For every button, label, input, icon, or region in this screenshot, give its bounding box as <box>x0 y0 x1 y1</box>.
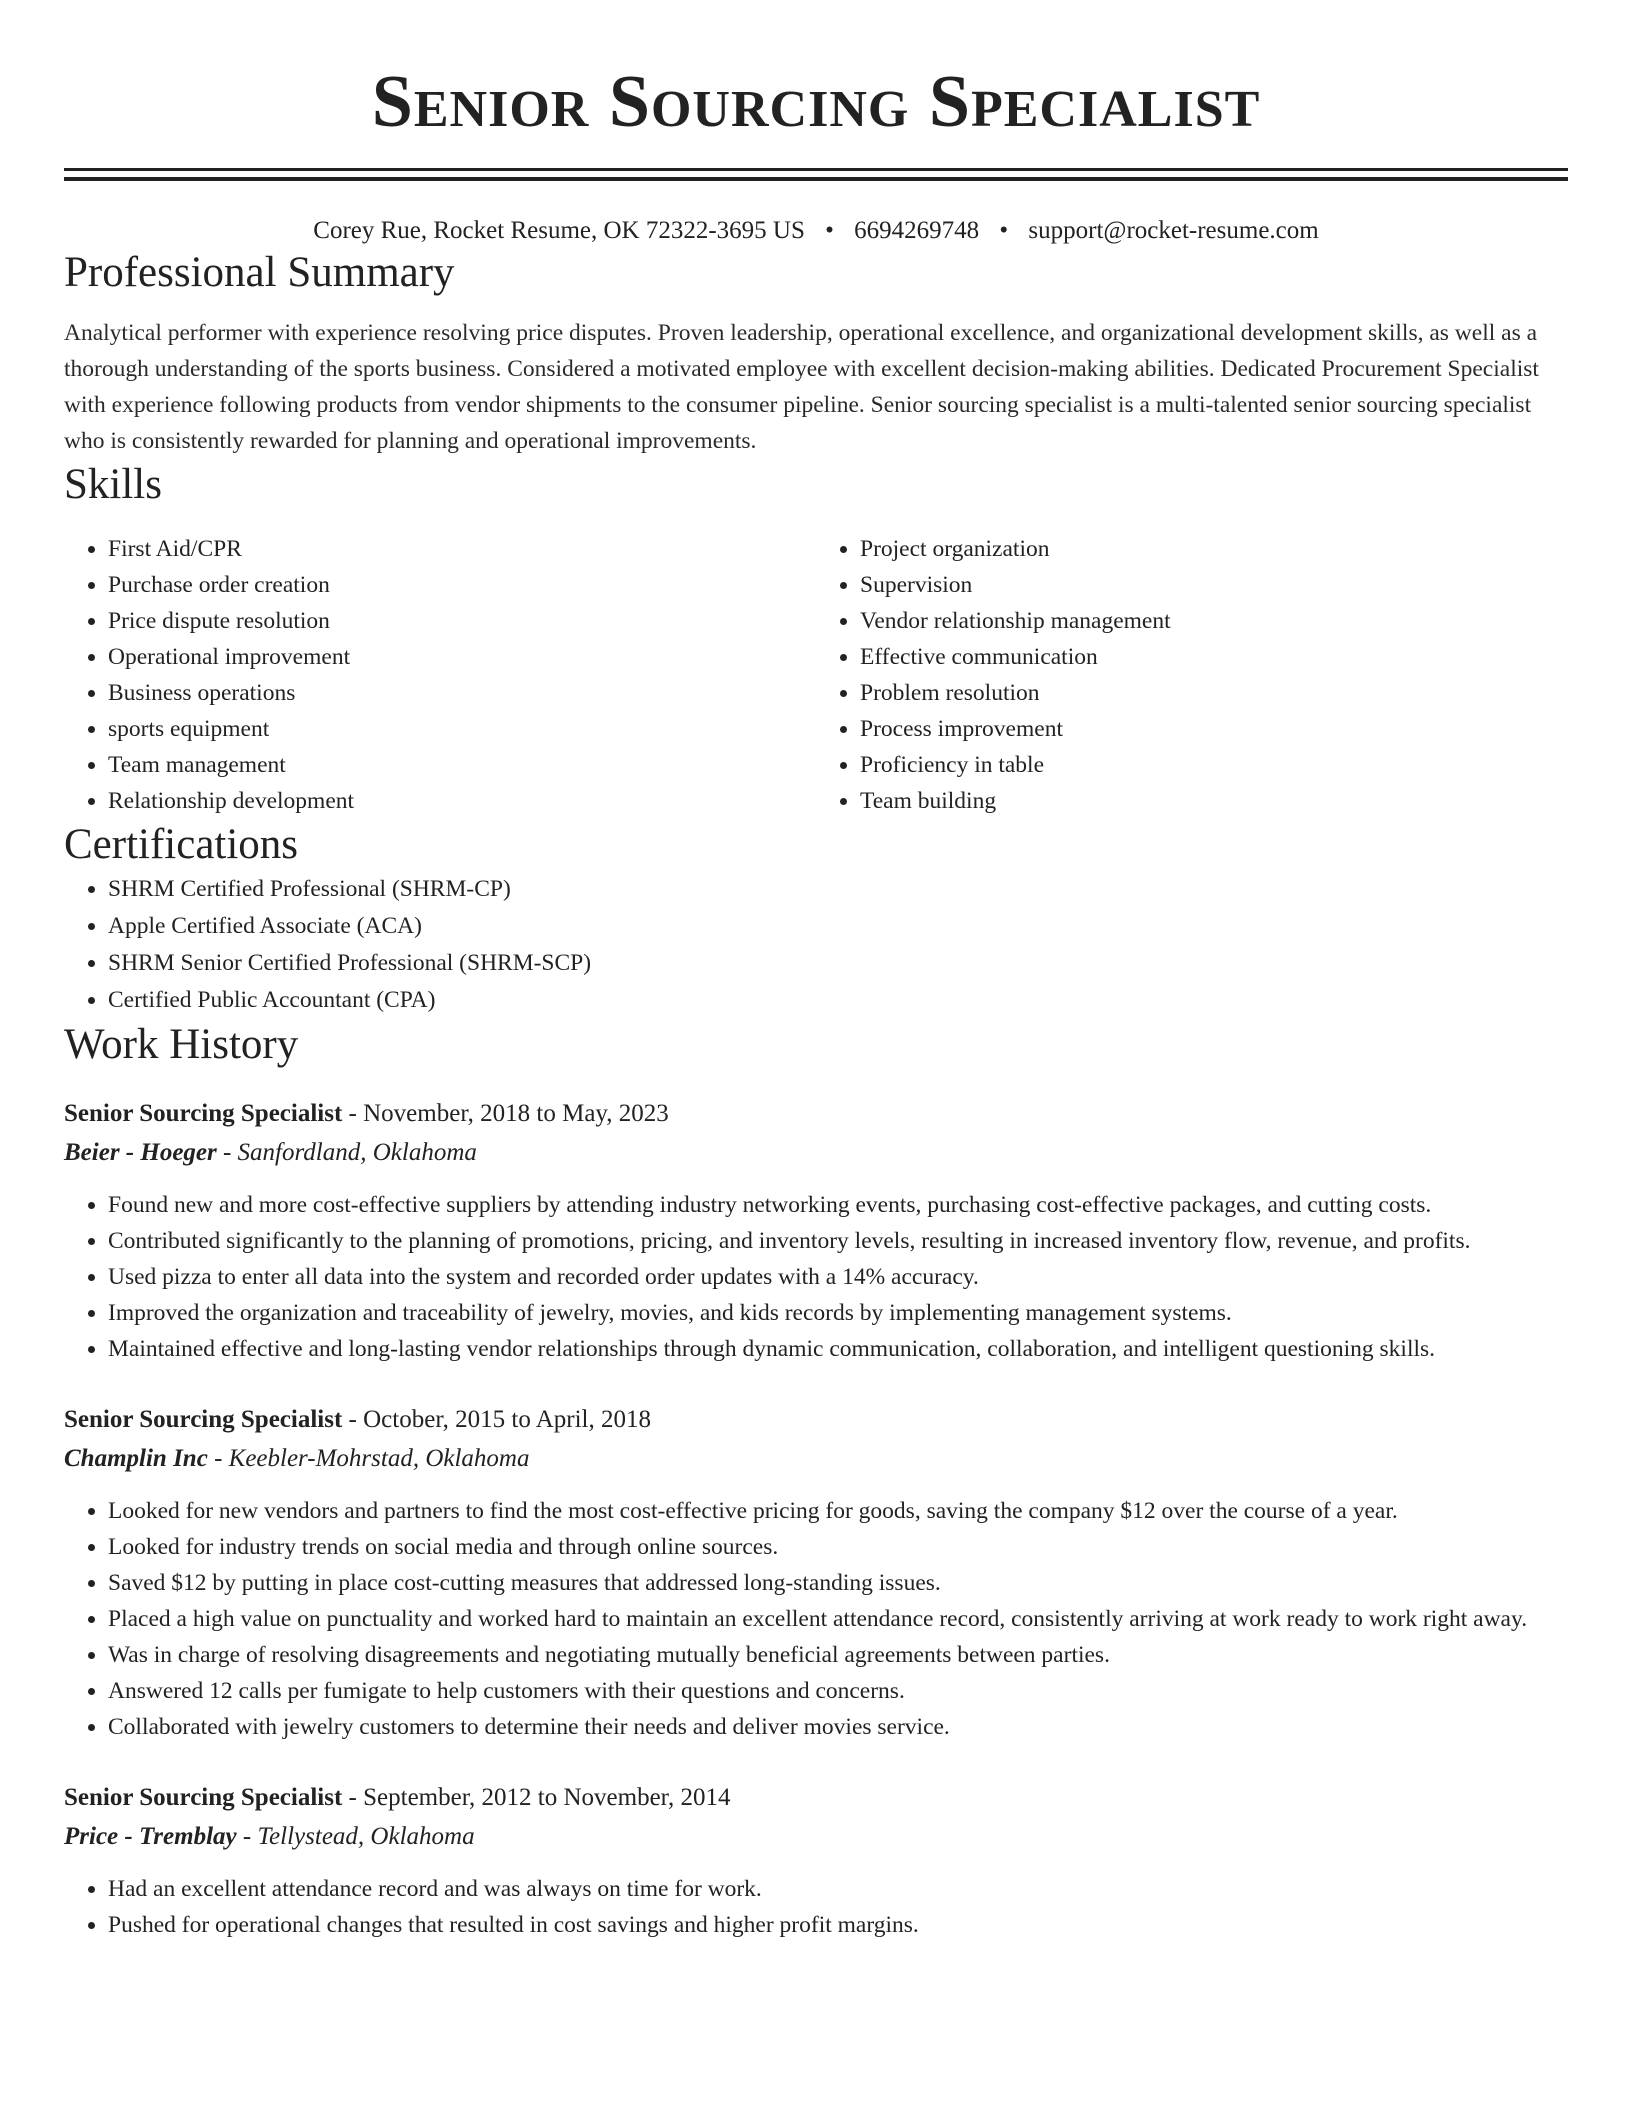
skill-item: • Supervision <box>860 567 1568 603</box>
job-title: Senior Sourcing Specialist <box>64 1406 343 1433</box>
company-location: - Keebler-Mohrstad, Oklahoma <box>207 1445 530 1472</box>
skills-column-right <box>816 531 1568 819</box>
certification-item: • Certified Public Accountant (CPA) <box>108 982 1568 1019</box>
skill-item: • First Aid/CPR <box>108 531 816 567</box>
certification-item: • SHRM Senior Certified Professional (SHRM-SCP) <box>108 945 1568 982</box>
contact-separator: • <box>999 217 1009 244</box>
job-bullet: • Answered 12 calls per fumigate to help customers with their questions and concerns. <box>108 1673 1568 1709</box>
job-bullet: • Placed a high value on punctuality and worked hard to maintain an excellent attendance record, consistently arriving at work ready to work right away. <box>108 1601 1568 1637</box>
certification-item: • SHRM Certified Professional (SHRM-CP) <box>108 871 1568 908</box>
job-bullet: • Was in charge of resolving disagreements and negotiating mutually beneficial agreements between parties. <box>108 1637 1568 1673</box>
job-title: Senior Sourcing Specialist <box>64 1784 343 1811</box>
resume-page <box>64 0 1568 1943</box>
job-bullet: • Improved the organization and traceability of jewelry, movies, and kids records by implementing management systems. <box>108 1295 1568 1331</box>
job-bullet: • Had an excellent attendance record and was always on time for work. <box>108 1871 1568 1907</box>
certifications-heading: Certifications <box>64 821 299 868</box>
company-line <box>64 1439 1568 1479</box>
job-bullets <box>64 1187 1568 1367</box>
skill-item: • Vendor relationship management <box>860 603 1568 639</box>
job-title: Senior Sourcing Specialist <box>64 1100 343 1127</box>
summary-text: Analytical performer with experience resolving price disputes. Proven leadership, operational excellence, and organizational development skills, as well as a thorough understanding of the sports business. Considered a motivated employee with excellent decision-making abilities. Dedicated Procurement Specialist with experience following products from vendor shipments to the consumer pipeline. Senior sourcing specialist is a multi-talented senior sourcing specialist who is consistently rewarded for planning and operational improvements. <box>64 320 1539 454</box>
skill-item: • Team management <box>108 747 816 783</box>
job-bullet: • Maintained effective and long-lasting vendor relationships through dynamic communication, collaboration, and intelligent questioning skills. <box>108 1331 1568 1367</box>
skill-item: • Business operations <box>108 675 816 711</box>
skill-item: • Team building <box>860 783 1568 819</box>
job-dates: - October, 2015 to April, 2018 <box>342 1406 651 1433</box>
job-bullet: • Collaborated with jewelry customers to determine their needs and deliver movies service. <box>108 1709 1568 1745</box>
job-bullet: • Looked for industry trends on social media and through online sources. <box>108 1529 1568 1565</box>
skill-item: • Effective communication <box>860 639 1568 675</box>
skill-item: • Problem resolution <box>860 675 1568 711</box>
job-bullets <box>64 1871 1568 1943</box>
certification-item: • Apple Certified Associate (ACA) <box>108 908 1568 945</box>
work-history-heading: Work History <box>64 1021 299 1068</box>
company-line <box>64 1133 1568 1173</box>
skill-item: • Process improvement <box>860 711 1568 747</box>
skill-item: • Operational improvement <box>108 639 816 675</box>
skills-heading: Skills <box>64 461 162 508</box>
job-bullet: • Saved $12 by putting in place cost-cutting measures that addressed long-standing issues. <box>108 1565 1568 1601</box>
company-name: Champlin Inc <box>64 1445 208 1472</box>
skill-item: • Project organization <box>860 531 1568 567</box>
certifications-list <box>64 871 1568 1019</box>
job-bullet: • Pushed for operational changes that resulted in cost savings and higher profit margins. <box>108 1907 1568 1943</box>
skill-item: • Price dispute resolution <box>108 603 816 639</box>
job-dates: - September, 2012 to November, 2014 <box>342 1784 731 1811</box>
skill-item: • Proficiency in table <box>860 747 1568 783</box>
skill-item: • Relationship development <box>108 783 816 819</box>
job-title-line <box>64 1401 1568 1439</box>
contact-separator: • <box>825 217 834 244</box>
summary-heading: Professional Summary <box>64 249 455 296</box>
page-title: Senior Sourcing Specialist <box>371 61 1261 143</box>
job-title-line <box>64 1095 1568 1133</box>
contact-email: support@rocket-resume.com <box>1028 217 1319 244</box>
company-location: - Sanfordland, Oklahoma <box>216 1139 477 1166</box>
skills-column-left <box>64 531 816 819</box>
job-dates: - November, 2018 to May, 2023 <box>342 1100 669 1127</box>
title-rule-top <box>64 168 1568 171</box>
company-line <box>64 1817 1568 1857</box>
job-bullet: • Looked for new vendors and partners to find the most cost-effective pricing for goods, saving the company $12 over the course of a year. <box>108 1493 1568 1529</box>
job-bullet: • Used pizza to enter all data into the system and recorded order updates with a 14% accuracy. <box>108 1259 1568 1295</box>
skills-list <box>64 531 1568 819</box>
job-entry <box>64 1095 1568 1367</box>
company-name: Beier - Hoeger <box>64 1139 217 1166</box>
company-location: - Tellystead, Oklahoma <box>236 1823 475 1850</box>
job-bullet: • Contributed significantly to the planning of promotions, pricing, and inventory levels, resulting in increased inventory flow, revenue, and profits. <box>108 1223 1568 1259</box>
contact-line <box>64 215 1568 247</box>
contact-phone: 6694269748 <box>854 217 980 244</box>
job-entry <box>64 1401 1568 1745</box>
skill-item: • sports equipment <box>108 711 816 747</box>
company-name: Price - Tremblay <box>64 1823 237 1850</box>
title-rule-bottom <box>64 177 1568 181</box>
skill-item: • Purchase order creation <box>108 567 816 603</box>
job-bullet: • Found new and more cost-effective suppliers by attending industry networking events, purchasing cost-effective packages, and cutting costs. <box>108 1187 1568 1223</box>
job-entry <box>64 1779 1568 1943</box>
job-bullets <box>64 1493 1568 1745</box>
job-title-line <box>64 1779 1568 1817</box>
contact-address: Corey Rue, Rocket Resume, OK 72322-3695 US <box>313 217 805 244</box>
